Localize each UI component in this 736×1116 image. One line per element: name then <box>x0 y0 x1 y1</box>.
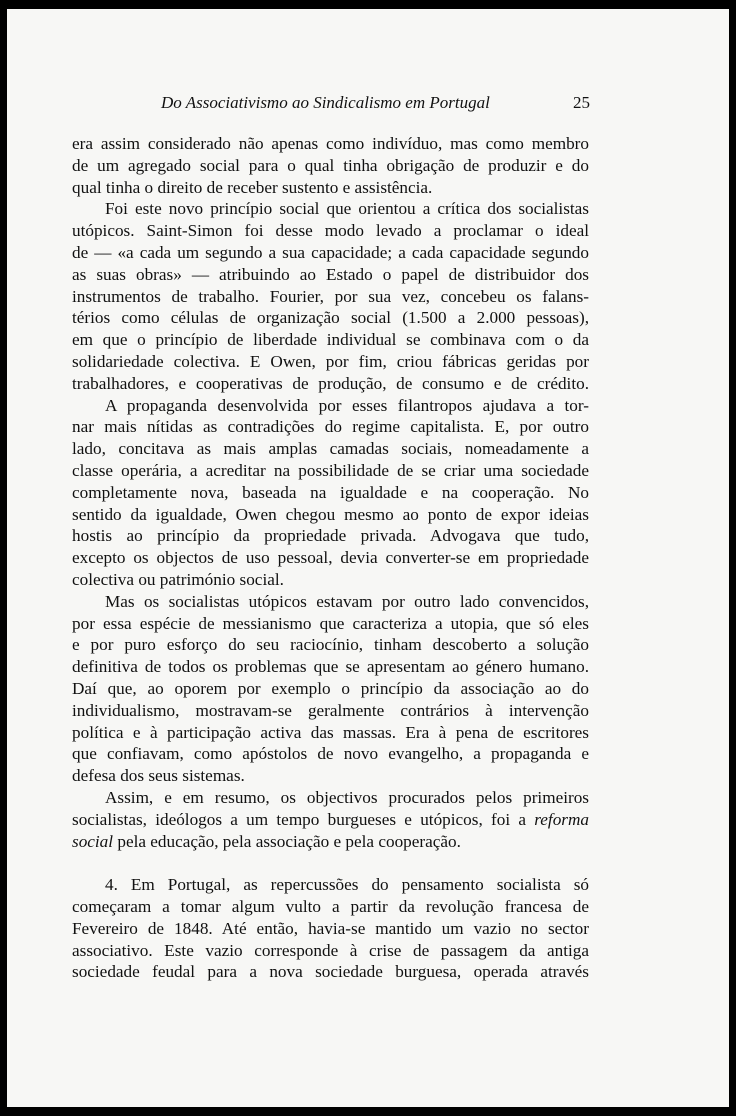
text-line: defesa dos seus sistemas. <box>72 766 245 786</box>
text-line <box>72 809 589 831</box>
text-line: por essa espécie de messianismo que caracteriza a utopia, que só eles <box>72 613 589 633</box>
text-line: política e à participação activa das massas. Era à pena de escritores <box>72 722 589 742</box>
text-line: de — «a cada um segundo a sua capacidade; a cada capacidade segundo <box>72 242 589 262</box>
text-line: individualismo, mostravam-se geralmente contrários à intervenção <box>72 700 589 720</box>
text-line: solidariedade colectiva. E Owen, por fim, criou fábricas geridas por <box>72 351 589 371</box>
paragraph <box>72 198 589 394</box>
page <box>7 9 729 1107</box>
italic-text: reforma <box>534 809 589 829</box>
text-line: utópicos. Saint-Simon foi desse modo levado a proclamar o ideal <box>72 221 589 241</box>
text-line: que confiavam, como apóstolos de novo evangelho, a propaganda e <box>72 744 589 764</box>
italic-text: social <box>72 831 114 851</box>
text-line: completamente nova, baseada na igualdade e na cooperação. No <box>72 482 589 502</box>
text-line: sentido da igualdade, Owen chegou mesmo ao ponto de expor ideias <box>72 504 589 524</box>
text-line: colectiva ou património social. <box>72 569 284 589</box>
text-line <box>72 831 589 853</box>
text-line: definitiva de todos os problemas que se apresentam ao género humano. <box>72 657 589 677</box>
body-text <box>72 133 589 983</box>
text-run: pela educação, pela associação e pela cooperação. <box>117 831 461 851</box>
text-line: lado, concitava as mais amplas camadas sociais, nomeadamente a <box>72 439 589 459</box>
text-line: de um agregado social para o qual tinha obrigação de produzir e do <box>72 155 589 175</box>
text-line: hostis ao princípio da propriedade privada. Advogava que tudo, <box>72 526 589 546</box>
text-line: classe operária, a acreditar na possibilidade de se criar uma sociedade <box>72 460 589 480</box>
paragraph <box>72 591 589 787</box>
paragraph <box>72 133 589 198</box>
text-line: excepto os objectos de uso pessoal, devia converter-se em propriedade <box>72 548 589 568</box>
running-title: Do Associativismo ao Sindicalismo em Portugal <box>161 93 490 112</box>
text-line: as suas obras» — atribuindo ao Estado o papel de distribuidor dos <box>72 264 589 284</box>
text-line: sociedade feudal para a nova sociedade burguesa, operada através <box>72 962 589 982</box>
page-header <box>7 93 729 117</box>
paragraph <box>72 395 589 591</box>
text-line: Fevereiro de 1848. Até então, havia-se mantido um vazio no sector <box>72 918 589 938</box>
text-line: associativo. Este vazio corresponde à crise de passagem da antiga <box>72 940 589 960</box>
text-line: Foi este novo princípio social que orientou a crítica dos socialistas <box>105 199 589 219</box>
paragraph <box>72 874 589 983</box>
paragraph <box>72 787 589 852</box>
text-line: nar mais nítidas as contradições do regime capitalista. E, por outro <box>72 417 589 437</box>
text-line: trabalhadores, e cooperativas de produção, de consumo e de crédito. <box>72 373 589 393</box>
text-line: instrumentos de trabalho. Fourier, por sua vez, concebeu os falans- <box>72 286 589 306</box>
text-line: qual tinha o direito de receber sustento e assistência. <box>72 177 433 197</box>
text-line: em que o princípio de liberdade individual se combinava com o da <box>72 330 589 350</box>
text-line: 4. Em Portugal, as repercussões do pensamento socialista só <box>105 875 589 895</box>
text-line: Assim, e em resumo, os objectivos procurados pelos primeiros <box>105 787 589 807</box>
text-line: Daí que, ao oporem por exemplo o princípio da associação ao do <box>72 678 589 698</box>
text-line: e por puro esforço do seu raciocínio, tinham descoberto a solução <box>72 635 589 655</box>
text-run: socialistas, ideólogos a um tempo burgueses e utópicos, foi a <box>72 809 526 829</box>
text-line: Mas os socialistas utópicos estavam por outro lado convencidos, <box>105 591 589 611</box>
text-line: era assim considerado não apenas como indivíduo, mas como membro <box>72 134 589 153</box>
page-number: 25 <box>573 93 590 112</box>
text-line: térios como células de organização social (1.500 a 2.000 pessoas), <box>72 308 589 328</box>
text-line: A propaganda desenvolvida por esses filantropos ajudava a tor- <box>105 395 589 415</box>
text-line: começaram a tomar algum vulto a partir da revolução francesa de <box>72 897 589 917</box>
section-gap <box>72 852 589 874</box>
